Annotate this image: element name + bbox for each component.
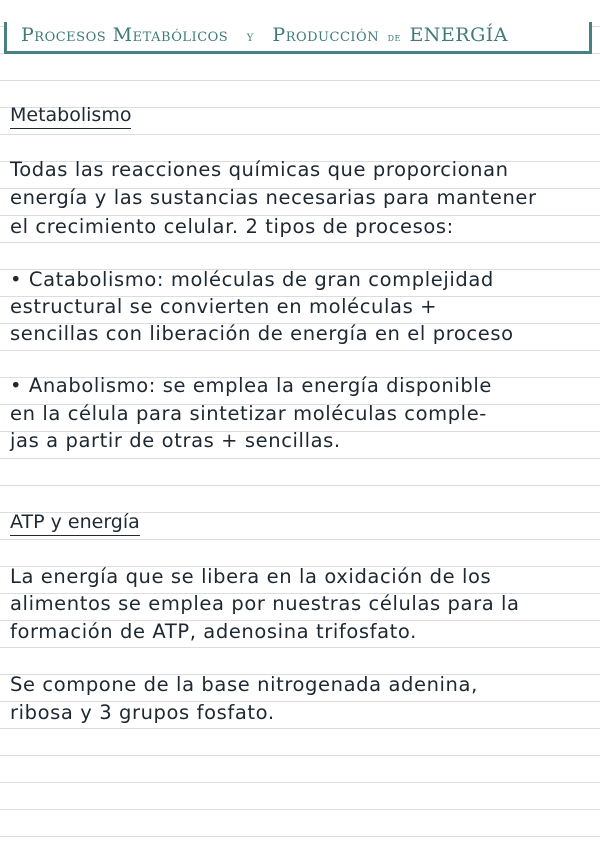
section-heading-atp <box>10 511 140 536</box>
section-heading-text: ATP y energía <box>10 511 140 536</box>
text-line: ribosa y 3 grupos fosfato. <box>10 701 275 724</box>
title-connector: y <box>246 29 254 45</box>
text-line: jas a partir de otras + sencillas. <box>10 429 341 452</box>
text-line: Todas las reacciones químicas que proporcionan <box>10 158 509 181</box>
bullet-anabolismo: • Anabolismo: se emplea la energía disponible <box>10 374 493 397</box>
title-box <box>4 22 592 54</box>
title-part-2: Producción <box>272 24 380 46</box>
section-heading-metabolismo <box>10 104 131 129</box>
text-line: energía y las sustancias necesarias para mantener <box>10 186 537 209</box>
title-part-1: Procesos Metabólicos <box>21 24 229 46</box>
text-line: La energía que se libera en la oxidación de los <box>10 565 492 588</box>
page-title <box>21 24 508 46</box>
text-line: sencillas con liberación de energía en el proceso <box>10 322 514 345</box>
text-line: formación de ATP, adenosina trifosfato. <box>10 620 417 643</box>
title-part-3: de <box>387 31 401 44</box>
text-line: estructural se convierten en moléculas + <box>10 295 438 318</box>
text-line: Se compone de la base nitrogenada adenina, <box>10 673 478 696</box>
text-line: el crecimiento celular. 2 tipos de procesos: <box>10 215 454 238</box>
section-heading-text: Metabolismo <box>10 104 131 129</box>
bullet-catabolismo: • Catabolismo: moléculas de gran complejidad <box>10 268 494 291</box>
text-line: en la célula para sintetizar moléculas comple- <box>10 402 487 425</box>
title-part-4: ENERGÍA <box>409 24 509 46</box>
text-line: alimentos se emplea por nuestras células para la <box>10 592 520 615</box>
